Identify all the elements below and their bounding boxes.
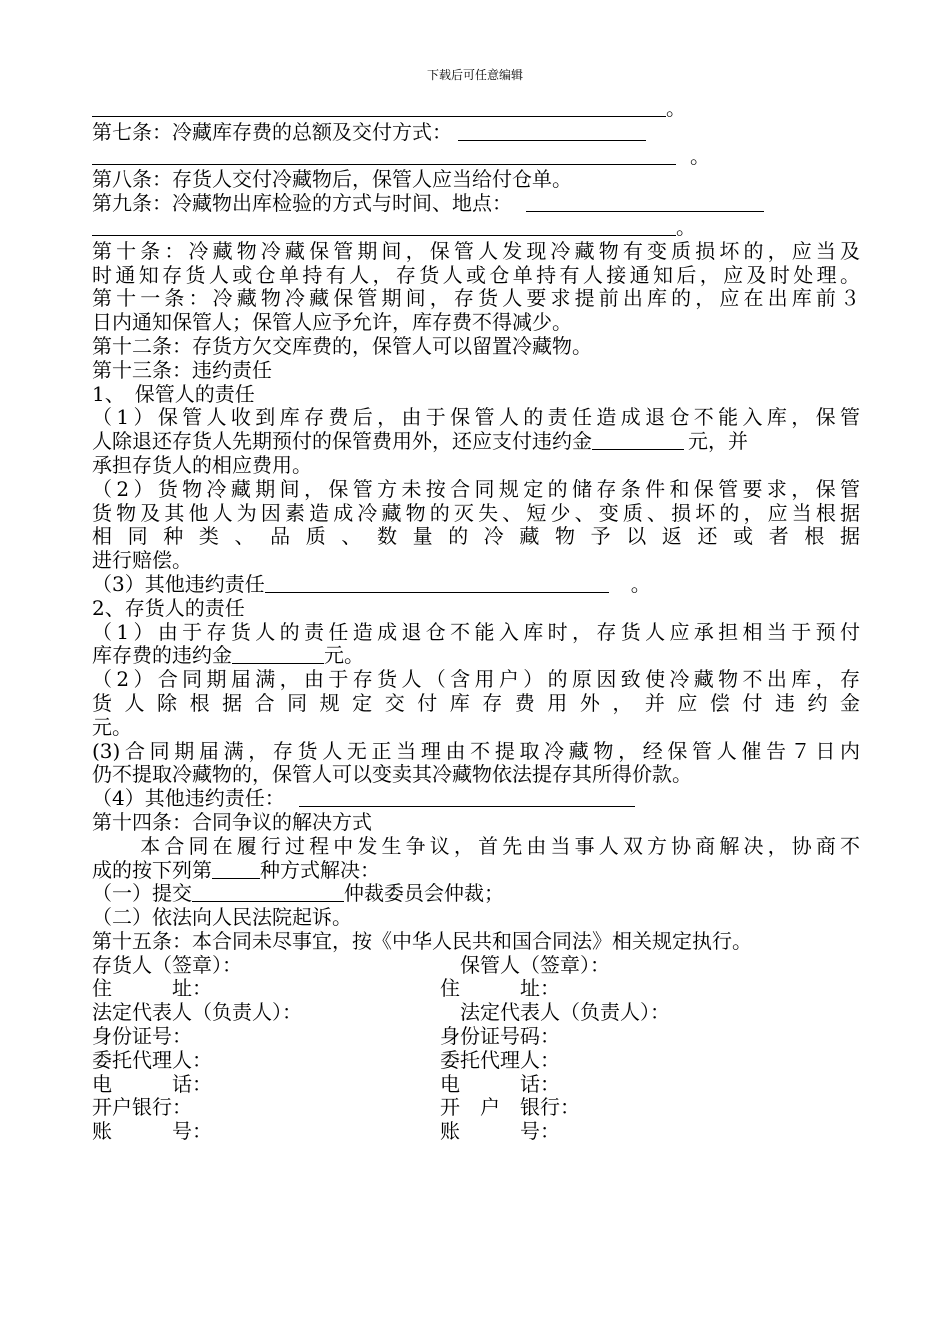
penalty-blank[interactable] [592, 430, 684, 450]
depositor-phone-label: 电 话： [92, 1071, 212, 1096]
keeper-1-end: 承担存货人的相应费用。 [92, 452, 312, 477]
keeper-address-label: 住 址： [440, 976, 560, 1001]
keeper-3: （3）其他违约责任 。 [92, 571, 651, 596]
keeper-phone-label: 电 话： [440, 1071, 560, 1096]
contract-body [92, 97, 860, 1144]
signature-row-1 [92, 954, 860, 978]
depositor-account-label: 账 号： [92, 1119, 212, 1144]
depositor-2: （2）合同期届满，由于存货人（含用户）的原因致使冷藏物不出库，存 [92, 667, 860, 692]
article-13: 第十三条：违约责任 [92, 357, 272, 382]
keeper-1-cont: 人除退还存货人先期预付的保管费用外，还应支付违约金 元，并 [92, 429, 748, 454]
article-15: 第十五条：本合同未尽事宜，按《中华人民共和国合同法》相关规定执行。 [92, 928, 752, 953]
inspection-blank[interactable] [526, 192, 764, 212]
depositor-agent-label: 委托代理人： [92, 1047, 212, 1072]
signature-row-6 [92, 1073, 860, 1097]
keeper-seal-label: 保管人（签章）： [440, 952, 610, 977]
section-depositor: 2、存货人的责任 [92, 595, 245, 620]
article-12: 第十二条：存货方欠交库费的，保管人可以留置冷藏物。 [92, 333, 592, 358]
signature-row-3 [92, 1001, 860, 1025]
depositor-rep-label: 法定代表人（负责人）： [92, 1000, 302, 1025]
depositor-seal-label: 存货人（签章）： [92, 952, 242, 977]
article-7: 第七条：冷藏库存费的总额及交付方式： [92, 121, 860, 145]
keeper-bank-label: 开 户 银行： [440, 1095, 580, 1120]
keeper-agent-label: 委托代理人： [440, 1047, 560, 1072]
method-number-blank[interactable] [212, 859, 260, 879]
keeper-rep-label: 法定代表人（负责人）： [440, 1000, 670, 1025]
article-9: 第九条：冷藏物出库检验的方式与时间、地点： [92, 192, 860, 216]
blank-field[interactable] [92, 216, 676, 236]
keeper-2-end: 进行赔偿。 [92, 548, 192, 573]
keeper-2: （2）货物冷藏期间，保管方未按合同规定的储存条件和保管要求，保管 [92, 476, 860, 501]
option-arbitration: （一）提交 仲裁委员会仲裁； [92, 881, 504, 906]
keeper-2-cont: 货物及其他人为因素造成冷藏物的灭失、短少、变质、损坏的，应当根据 [92, 500, 860, 525]
keeper-account-label: 账 号： [440, 1119, 560, 1144]
line-6: 。 [92, 216, 860, 240]
article-10: 第十条：冷藏物冷藏保管期间，保管人发现冷藏物有变质损坏的，应当及 [92, 238, 860, 263]
article-8: 第八条：存货人交付冷藏物后，保管人应当给付仓单。 [92, 167, 572, 192]
keeper-1: （1）保管人收到库存费后，由于保管人的责任造成退仓不能入库，保管 [92, 405, 860, 430]
depositor-3: (3)合同期届满，存货人无正当理由不提取冷藏物，经保管人催告７日内 [92, 738, 860, 763]
page-header: 下载后可任意编辑 [426, 68, 523, 82]
depositor-4: （4）其他违约责任： [92, 787, 860, 811]
depositor-1: （1）由于存货人的责任造成退仓不能入库时，存货人应承担相当于预付 [92, 619, 860, 644]
option-court: （二）依法向人民法院起诉。 [92, 905, 352, 930]
depositor-1-cont: 库存费的违约金 元。 [92, 643, 364, 668]
line-3: 。 [92, 145, 860, 169]
signature-row-7 [92, 1096, 860, 1120]
depositor-address-label: 住 址： [92, 976, 212, 1001]
signature-row-4 [92, 1025, 860, 1049]
depositor-3-cont: 仍不提取冷藏物的，保管人可以变卖其冷藏物依法提存其所得价款。 [92, 762, 692, 787]
article-10-cont: 时通知存货人或仓单持有人，存货人或仓单持有人接通知后，应及时处理。 [92, 262, 860, 287]
depositor-bank-label: 开户银行： [92, 1095, 192, 1120]
keeper-id-label: 身份证号码： [440, 1024, 560, 1049]
article-14-text: 本合同在履行过程中发生争议，首先由当事人双方协商解决，协商不 [92, 833, 860, 858]
article-14-cont: 成的按下列第 种方式解决： [92, 857, 380, 882]
section-keeper: 1、 保管人的责任 [92, 381, 255, 406]
depositor-id-label: 身份证号： [92, 1024, 192, 1049]
signature-row-8 [92, 1120, 860, 1144]
depositor-2-end: 元。 [92, 714, 132, 739]
line-1: 。 [92, 97, 860, 121]
other-liability-blank[interactable] [265, 573, 609, 593]
fee-total-blank[interactable] [458, 121, 646, 141]
article-11-cont: 日内通知保管人；保管人应予允许，库存费不得减少。 [92, 310, 572, 335]
keeper-2-cont2: 相同种类、品质、数量的冷藏物予以返还或者根据 [92, 524, 860, 549]
blank-field[interactable] [92, 145, 676, 165]
signature-row-2 [92, 977, 860, 1001]
other-liability-blank-2[interactable] [299, 787, 635, 807]
penalty-blank-2[interactable] [232, 644, 324, 664]
article-14: 第十四条：合同争议的解决方式 [92, 809, 372, 834]
arbitration-committee-blank[interactable] [192, 882, 344, 902]
depositor-2-cont: 货人除根据合同规定交付库存费用外，并应偿付违约金 [92, 690, 860, 715]
signature-row-5 [92, 1049, 860, 1073]
blank-field[interactable] [92, 97, 666, 117]
article-11: 第十一条：冷藏物冷藏保管期间，存货人要求提前出库的，应在出库前３ [92, 286, 860, 311]
